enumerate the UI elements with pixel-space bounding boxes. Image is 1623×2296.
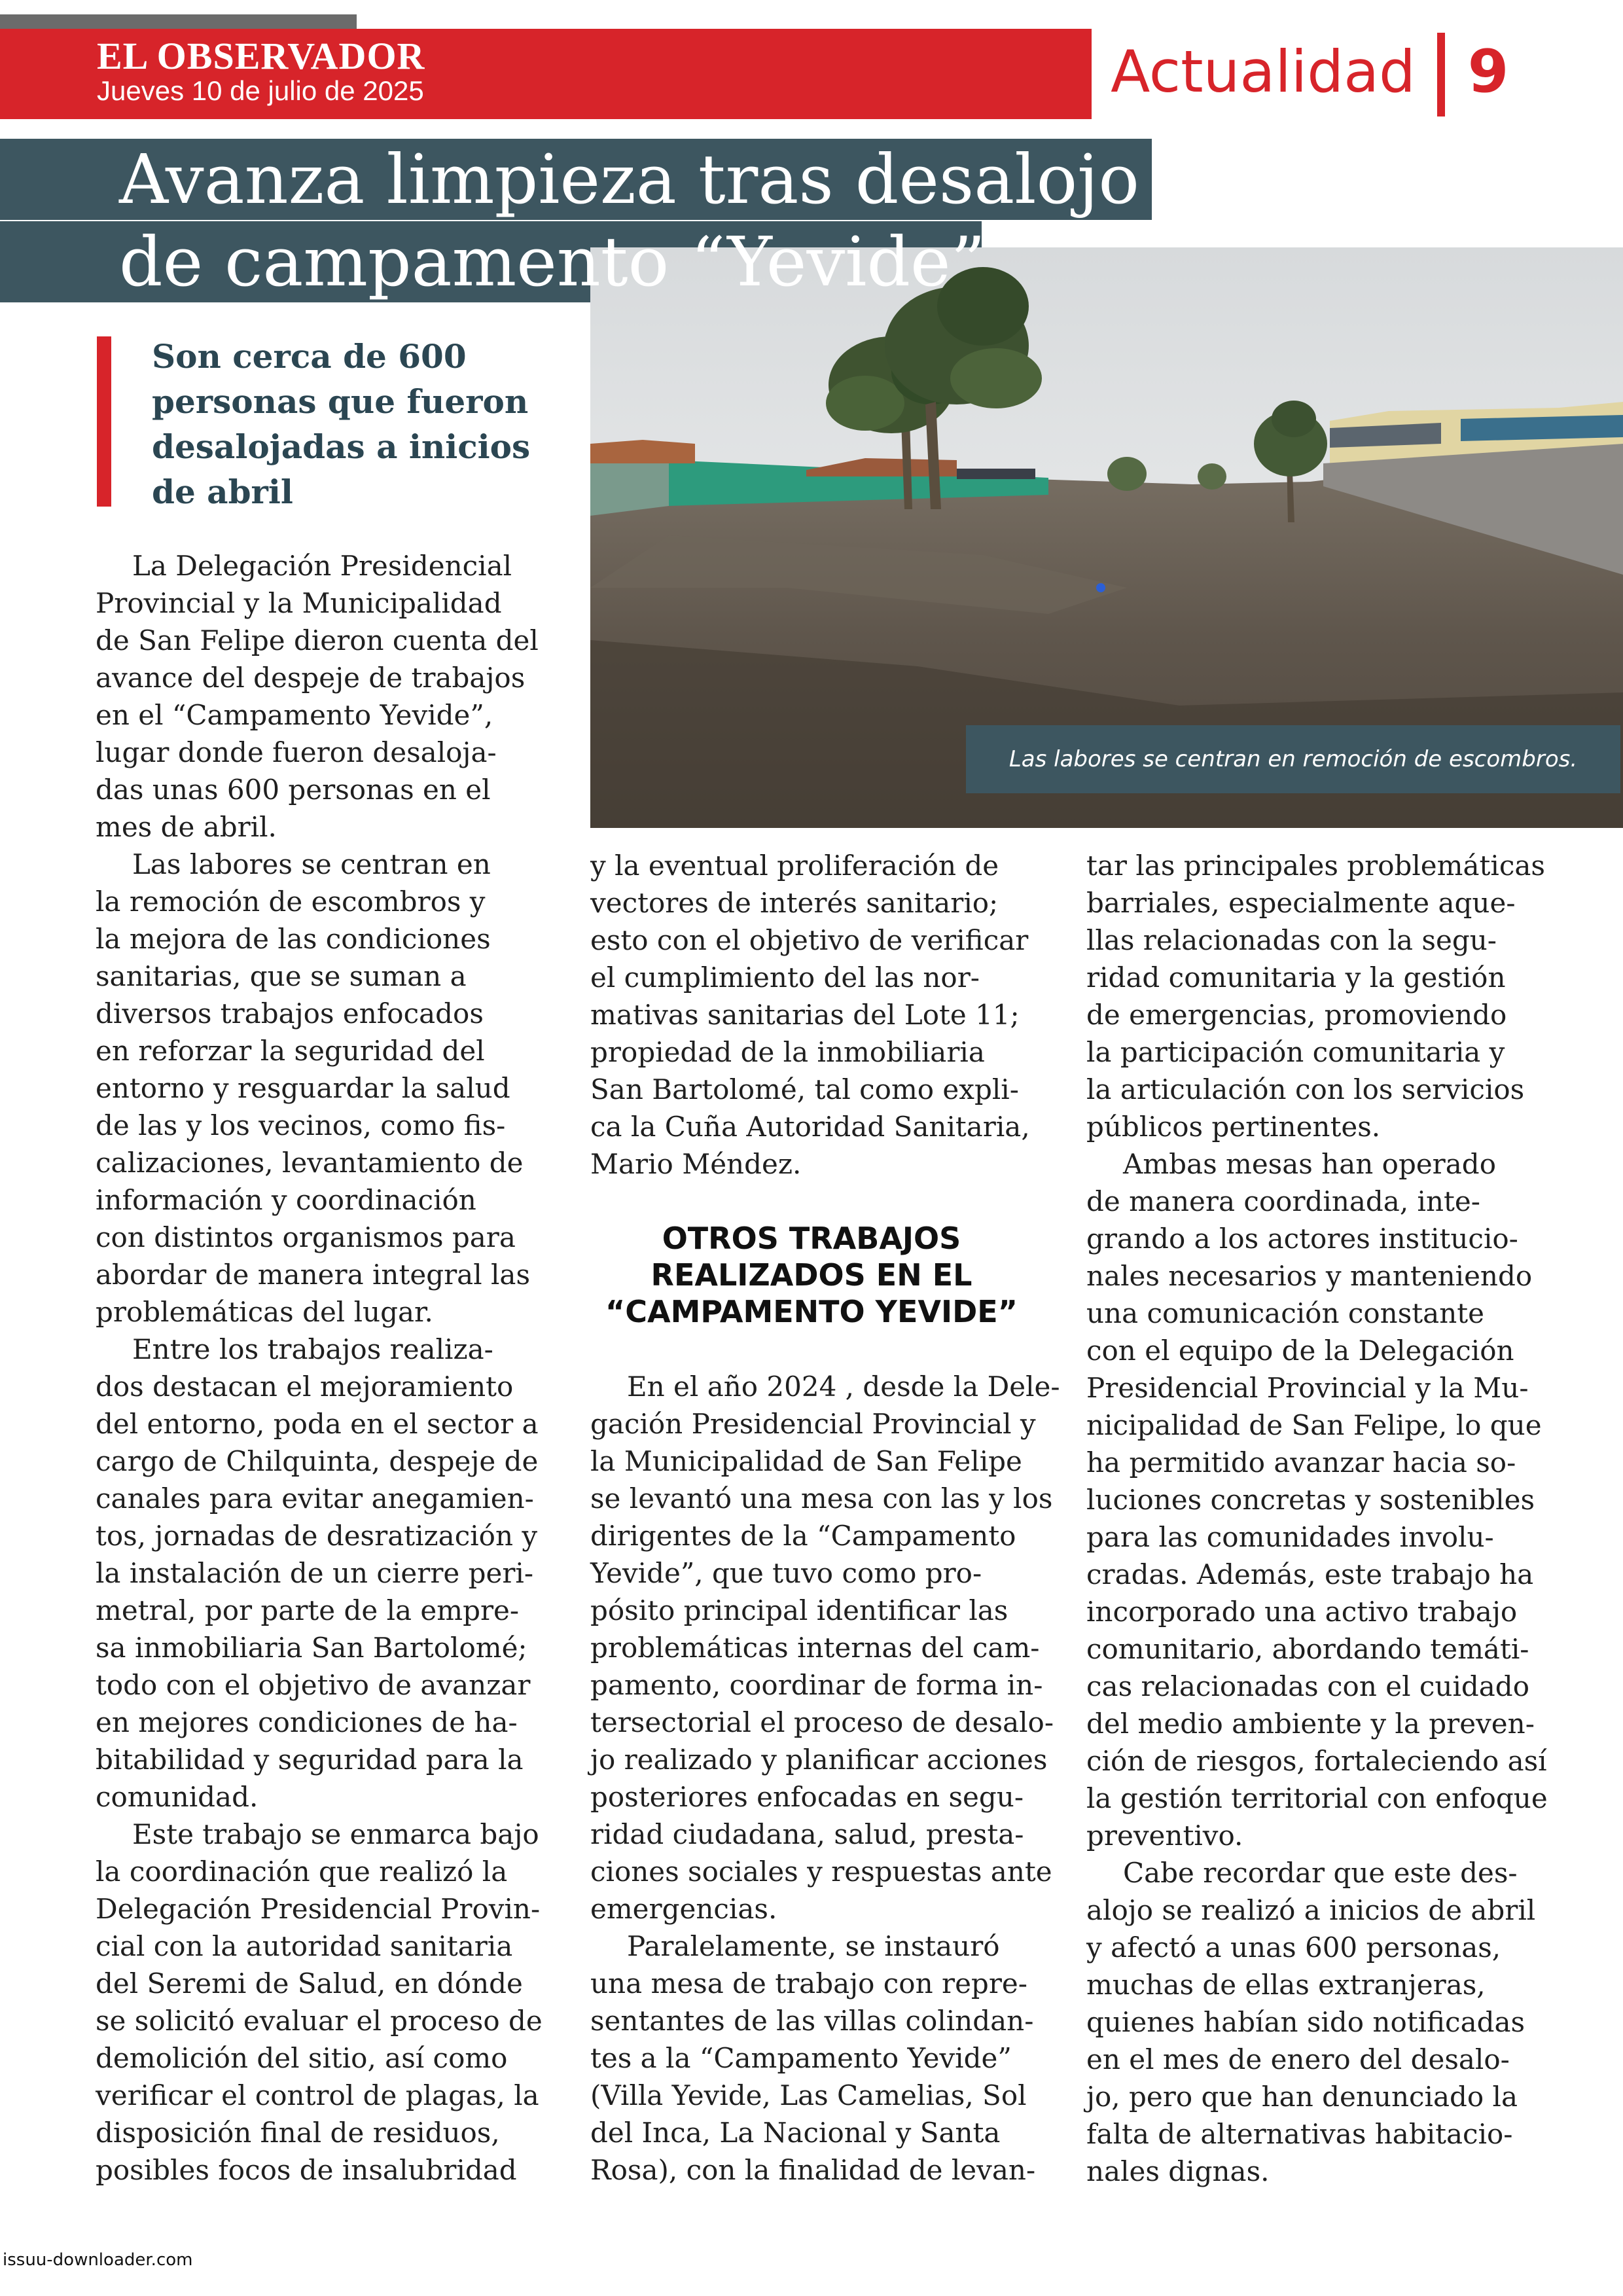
section-name: Actualidad: [1111, 38, 1416, 105]
issue-date: Jueves 10 de julio de 2025: [97, 75, 424, 106]
source-watermark: issuu-downloader.com: [3, 2250, 193, 2270]
article-column-1: [96, 547, 543, 2189]
text-line: calizaciones, levantamiento de: [96, 1147, 524, 1179]
text-line: y afectó a unas 600 personas,: [1086, 1931, 1501, 1964]
text-line: Las labores se centran en: [132, 848, 491, 880]
text-line: nicipalidad de San Felipe, lo que: [1086, 1409, 1542, 1441]
text-line: del Inca, La Nacional y Santa: [590, 2117, 1001, 2149]
deck-line: desalojadas a inicios: [152, 427, 531, 466]
text-line: metral, por parte de la empre-: [96, 1594, 520, 1626]
text-line: la gestión territorial con enfoque: [1086, 1782, 1548, 1814]
text-line: San Bartolomé, tal como expli-: [590, 1073, 1019, 1105]
text-line: públicos pertinentes.: [1086, 1111, 1381, 1143]
text-line: entorno y resguardar la salud: [96, 1072, 510, 1104]
text-line: Presidencial Provincial y la Mu-: [1086, 1372, 1529, 1404]
text-line: alojo se realizó a inicios de abril: [1086, 1894, 1536, 1926]
text-line: esto con el objetivo de verificar: [590, 924, 1029, 956]
text-line: la articulación con los servicios: [1086, 1073, 1525, 1105]
article-column-2-bottom: [590, 1368, 1060, 2189]
deck-text: [152, 334, 558, 514]
text-line: de las y los vecinos, como fis-: [96, 1109, 506, 1141]
text-line: ridad ciudadana, salud, presta-: [590, 1818, 1024, 1850]
deck-accent-bar: [97, 336, 111, 507]
text-line: verificar el control de plagas, la: [96, 2079, 539, 2111]
text-line: tar las principales problemáticas: [1086, 850, 1545, 882]
text-line: Paralelamente, se instauró: [627, 1930, 1000, 1962]
text-line: la coordinación que realizó la: [96, 1856, 508, 1888]
text-line: llas relacionadas con la segu-: [1086, 924, 1497, 956]
text-line: muchas de ellas extranjeras,: [1086, 1969, 1486, 2001]
text-line: del Seremi de Salud, en dónde: [96, 1967, 523, 2000]
text-line: abordar de manera integral las: [96, 1259, 531, 1291]
text-line: lugar donde fueron desaloja-: [96, 736, 497, 768]
text-line: Yevide”, que tuvo como pro-: [590, 1557, 982, 1589]
text-line: una comunicación constante: [1086, 1297, 1484, 1329]
masthead: [97, 37, 425, 106]
text-line: posibles focos de insalubridad: [96, 2154, 517, 2186]
text-line: disposición final de residuos,: [96, 2117, 500, 2149]
text-line: jo, pero que han denunciado la: [1086, 2081, 1518, 2113]
text-line: en el mes de enero del desalo-: [1086, 2043, 1510, 2075]
text-line: la mejora de las condiciones: [96, 923, 491, 955]
text-line: En el año 2024 , desde la Dele-: [627, 1371, 1060, 1403]
text-line: nales dignas.: [1086, 2155, 1270, 2187]
text-line: se solicitó evaluar el proceso de: [96, 2005, 543, 2037]
text-line: grando a los actores institucio-: [1086, 1223, 1518, 1255]
text-line: la remoción de escombros y: [96, 886, 486, 918]
text-line: de manera coordinada, inte-: [1086, 1185, 1480, 1217]
text-line: emergencias.: [590, 1893, 777, 1925]
deck-line: personas que fueron: [152, 382, 529, 421]
text-line: se levantó una mesa con las y los: [590, 1482, 1053, 1515]
text-line: Provincial y la Municipalidad: [96, 587, 502, 619]
text-line: para las comunidades involu-: [1086, 1521, 1494, 1553]
article-column-3: [1086, 847, 1548, 2190]
text-line: en mejores condiciones de ha-: [96, 1706, 518, 1738]
text-line: con el equipo de la Delegación: [1086, 1335, 1514, 1367]
text-line: una mesa de trabajo con repre-: [590, 1967, 1027, 2000]
text-line: cradas. Además, este trabajo ha: [1086, 1558, 1534, 1590]
photo-caption: Las labores se centran en remoción de escombros.: [966, 725, 1620, 793]
text-line: incorporado una activo trabajo: [1086, 1596, 1518, 1628]
text-line: Este trabajo se enmarca bajo: [132, 1818, 539, 1850]
text-line: comunidad.: [96, 1781, 259, 1813]
text-line: vectores de interés sanitario;: [590, 887, 999, 919]
text-line: sa inmobiliaria San Bartolomé;: [96, 1632, 527, 1664]
text-line: comunitario, abordando temáti-: [1086, 1633, 1529, 1665]
text-line: gación Presidencial Provincial y: [590, 1408, 1036, 1440]
text-line: demolición del sitio, así como: [96, 2042, 508, 2074]
text-line: falta de alternativas habitacio-: [1086, 2118, 1513, 2150]
text-line: jo realizado y planificar acciones: [590, 1744, 1048, 1776]
text-line: nales necesarios y manteniendo: [1086, 1260, 1533, 1292]
top-gray-rule: [0, 14, 357, 29]
text-line: (Villa Yevide, Las Camelias, Sol: [590, 2079, 1027, 2111]
text-line: Delegación Presidencial Provin-: [96, 1893, 541, 1925]
text-line: la participación comunitaria y: [1086, 1036, 1505, 1068]
text-line: sanitarias, que se suman a: [96, 960, 467, 992]
text-line: pamento, coordinar de forma in-: [590, 1669, 1043, 1701]
newspaper-name: EL OBSERVADOR: [97, 35, 425, 77]
text-line: ciones sociales y respuestas ante: [590, 1856, 1052, 1888]
text-line: bitabilidad y seguridad para la: [96, 1744, 524, 1776]
text-line: la Municipalidad de San Felipe: [590, 1445, 1022, 1477]
text-line: propiedad de la inmobiliaria: [590, 1036, 985, 1068]
text-line: sentantes de las villas colindan-: [590, 2005, 1034, 2037]
text-line: pósito principal identificar las: [590, 1594, 1008, 1626]
subheading-line: “CAMPAMENTO YEVIDE”: [605, 1294, 1018, 1329]
text-line: del entorno, poda en el sector a: [96, 1408, 539, 1440]
text-line: ca la Cuña Autoridad Sanitaria,: [590, 1111, 1030, 1143]
subheading-line: OTROS TRABAJOS: [662, 1221, 961, 1256]
deck-line: de abril: [152, 473, 293, 511]
text-line: tos, jornadas de desratización y: [96, 1520, 538, 1552]
text-line: la instalación de un cierre peri-: [96, 1557, 534, 1589]
text-line: ción de riesgos, fortaleciendo así: [1086, 1745, 1547, 1777]
text-line: problemáticas internas del cam-: [590, 1632, 1040, 1664]
text-line: dirigentes de la “Campamento: [590, 1520, 1016, 1552]
text-line: diversos trabajos enfocados: [96, 997, 484, 1030]
text-line: con distintos organismos para: [96, 1221, 516, 1253]
section-separator: [1437, 33, 1445, 117]
page-number: 9: [1467, 37, 1509, 106]
text-line: posteriores enfocadas en segu-: [590, 1781, 1024, 1813]
article-column-2-top: [590, 847, 1033, 1183]
text-line: y la eventual proliferación de: [590, 850, 999, 882]
text-line: preventivo.: [1086, 1820, 1243, 1852]
text-line: luciones concretas y sostenibles: [1086, 1484, 1535, 1516]
text-line: de San Felipe dieron cuenta del: [96, 624, 539, 656]
text-line: problemáticas del lugar.: [96, 1296, 433, 1328]
text-line: cial con la autoridad sanitaria: [96, 1930, 513, 1962]
text-line: información y coordinación: [96, 1184, 476, 1216]
section-subheading: [590, 1220, 1033, 1330]
text-line: tes a la “Campamento Yevide”: [590, 2042, 1012, 2074]
text-line: Rosa), con la finalidad de levan-: [590, 2154, 1036, 2186]
text-line: en el “Campamento Yevide”,: [96, 699, 493, 731]
text-line: mativas sanitarias del Lote 11;: [590, 999, 1020, 1031]
text-line: de emergencias, promoviendo: [1086, 999, 1507, 1031]
text-line: en reforzar la seguridad del: [96, 1035, 485, 1067]
text-line: Ambas mesas han operado: [1123, 1148, 1496, 1180]
deck-line: Son cerca de 600: [152, 337, 467, 376]
text-line: das unas 600 personas en el: [96, 774, 491, 806]
text-line: ridad comunitaria y la gestión: [1086, 961, 1506, 994]
text-line: dos destacan el mejoramiento: [96, 1371, 514, 1403]
headline-line-1: Avanza limpieza tras desalojo: [119, 139, 1140, 219]
headline-line-2: de campamento “Yevide”: [119, 222, 986, 302]
text-line: avance del despeje de trabajos: [96, 662, 526, 694]
text-line: Cabe recordar que este des-: [1123, 1857, 1518, 1889]
text-line: todo con el objetivo de avanzar: [96, 1669, 531, 1701]
subheading-line: REALIZADOS EN EL: [651, 1257, 972, 1293]
text-line: el cumplimiento del las nor-: [590, 961, 980, 994]
text-line: La Delegación Presidencial: [132, 550, 512, 582]
text-line: canales para evitar anegamien-: [96, 1482, 534, 1515]
text-line: mes de abril.: [96, 811, 277, 843]
text-line: ha permitido avanzar hacia so-: [1086, 1446, 1516, 1479]
text-line: cas relacionadas con el cuidado: [1086, 1670, 1529, 1702]
text-line: del medio ambiente y la preven-: [1086, 1708, 1535, 1740]
text-line: Mario Méndez.: [590, 1148, 802, 1180]
text-line: quienes habían sido notificadas: [1086, 2006, 1525, 2038]
text-line: tersectorial el proceso de desalo-: [590, 1706, 1054, 1738]
text-line: barriales, especialmente aque-: [1086, 887, 1516, 919]
text-line: cargo de Chilquinta, despeje de: [96, 1445, 539, 1477]
text-line: Entre los trabajos realiza-: [132, 1333, 493, 1365]
